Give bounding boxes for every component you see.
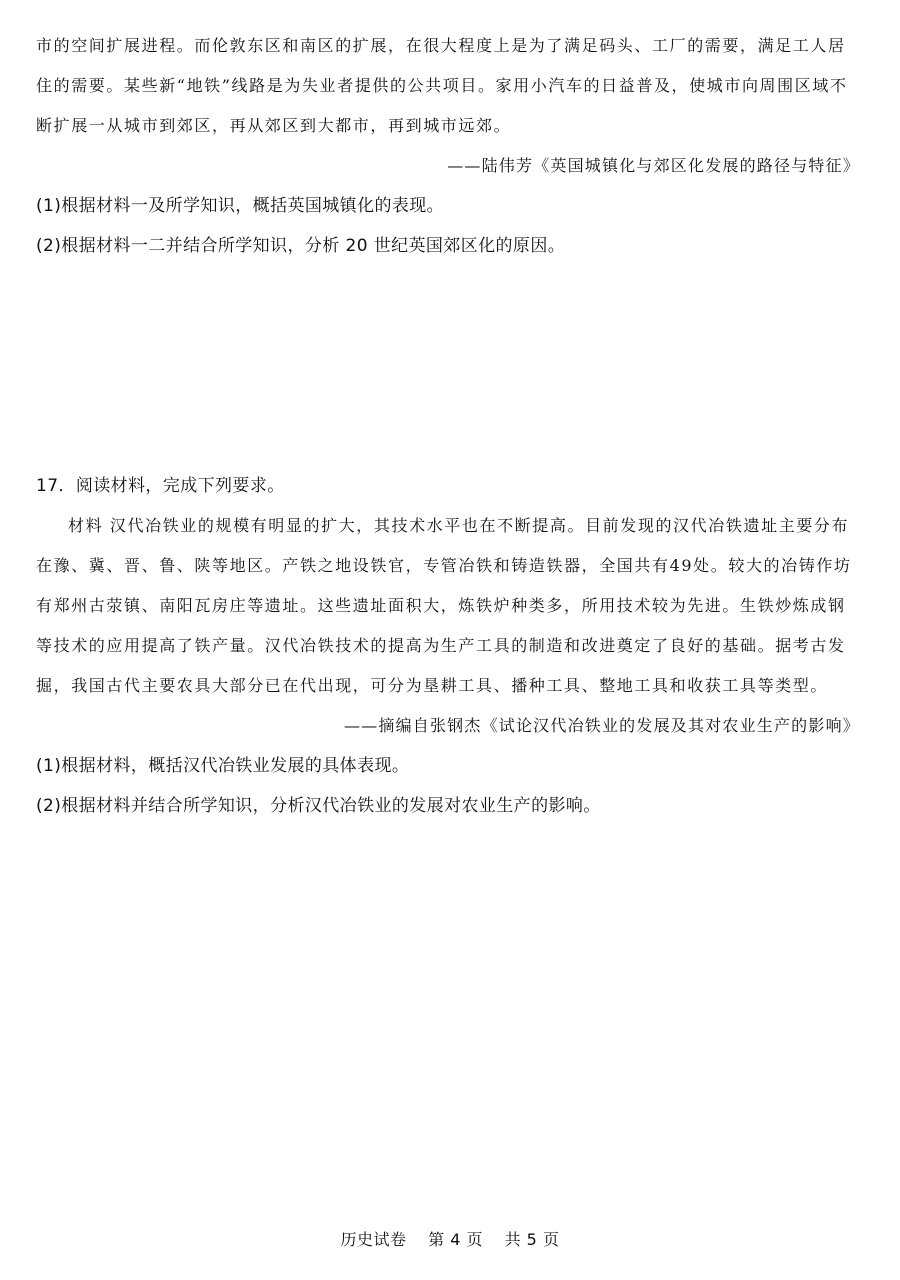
q17-material-source: ——摘编自张钢杰《试论汉代冶铁业的发展及其对农业生产的影响》 [343, 716, 860, 735]
footer-page-number: 第 4 页 [428, 1230, 483, 1249]
q17-header: 17．阅读材料，完成下列要求。 [36, 476, 285, 496]
q17-material-line-1: 材料 汉代冶铁业的规模有明显的扩大，其技术水平也在不断提高。目前发现的汉代冶铁遗址主要分布 [68, 516, 850, 535]
q17-material-line-3: 有郑州古荥镇、南阳瓦房庄等遗址。这些遗址面积大，炼铁炉种类多，所用技术较为先进。生铁炒炼成钢 [36, 596, 846, 615]
q16-subquestion-2: (2)根据材料一二并结合所学知识，分析 20 世纪英国郊区化的原因。 [36, 236, 566, 256]
passage-line-3: 断扩展一从城市到郊区，再从郊区到大都市，再到城市远郊。 [36, 116, 512, 135]
q17-material-line-2: 在豫、冀、晋、鲁、陕等地区。产铁之地设铁官，专管冶铁和铸造铁器，全国共有49处。较大的冶铸作坊 [36, 556, 852, 575]
footer-subject: 历史试卷 [340, 1230, 407, 1249]
passage-line-1: 市的空间扩展进程。而伦敦东区和南区的扩展，在很大程度上是为了满足码头、工厂的需要，满足工人居 [36, 36, 846, 55]
passage-source: ——陆伟芳《英国城镇化与郊区化发展的路径与特征》 [447, 156, 860, 175]
q17-subquestion-1: (1)根据材料，概括汉代冶铁业发展的具体表现。 [36, 756, 410, 776]
q17-material-line-4: 等技术的应用提高了铁产量。汉代冶铁技术的提高为生产工具的制造和改进奠定了良好的基础。据考古发 [36, 636, 846, 655]
page-footer [0, 1230, 900, 1250]
footer-total-pages: 共 5 页 [504, 1230, 560, 1249]
q17-material-line-5: 掘，我国古代主要农具大部分已在代出现，可分为垦耕工具、播种工具、整地工具和收获工具等类型。 [36, 676, 829, 695]
q16-subquestion-1: (1)根据材料一及所学知识，概括英国城镇化的表现。 [36, 196, 445, 216]
q17-subquestion-2: (2)根据材料并结合所学知识，分析汉代冶铁业的发展对农业生产的影响。 [36, 796, 601, 816]
passage-line-2: 住的需要。某些新“地铁”线路是为失业者提供的公共项目。家用小汽车的日益普及，使城市向周围区域不 [36, 76, 848, 95]
